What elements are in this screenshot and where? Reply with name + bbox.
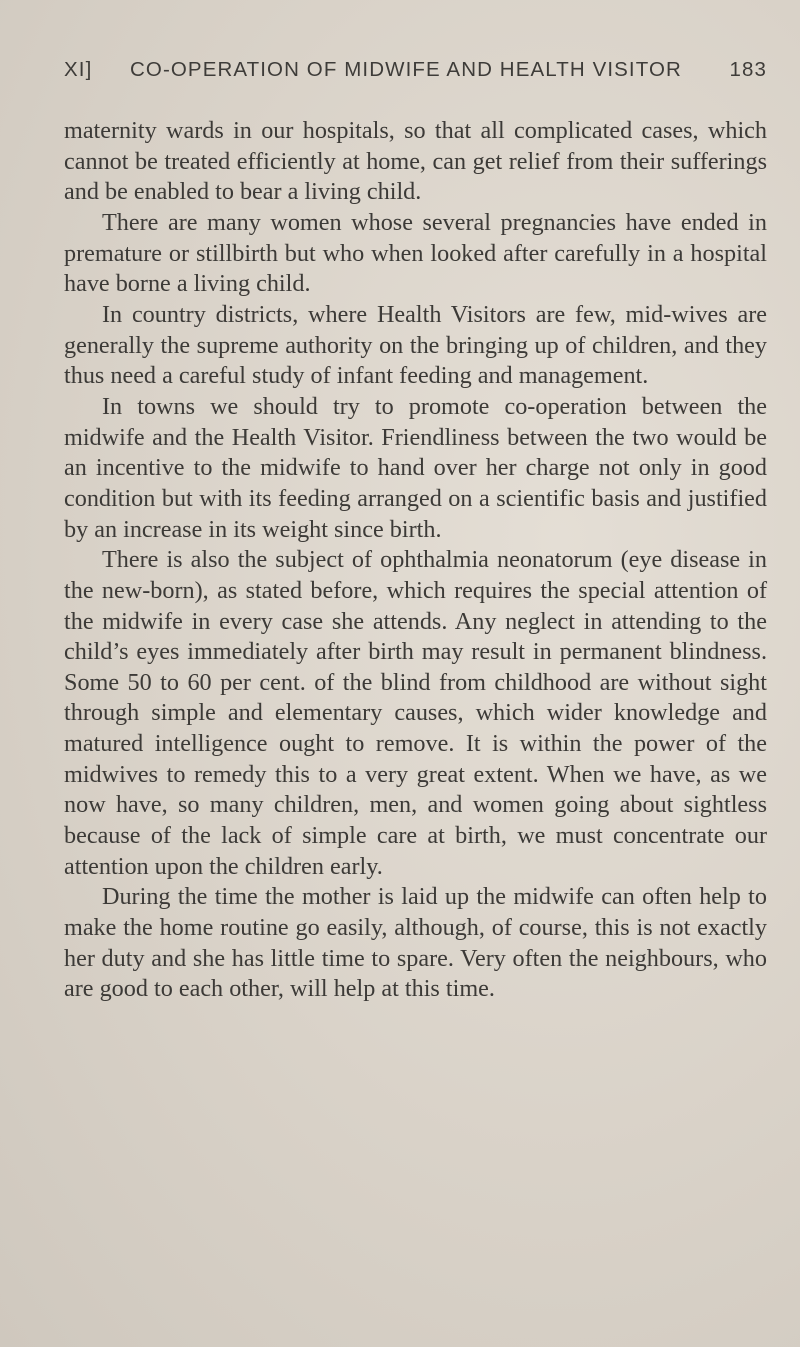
chapter-number: XI]: [64, 58, 93, 81]
paragraph-home-routine: During the time the mother is laid up the midwife can often help to make the home routine go easily, although, of course, this is not exactly her duty and she has little time to spare. Very often the neighbours, who are good to each other, will help at this time.: [64, 883, 767, 1003]
body-text: [64, 116, 767, 1005]
paragraph-ophthalmia: There is also the subject of ophthalmia neonatorum (eye disease in the new-born), as stated before, which requires the special attention of the midwife in every case she attends. Any neglect in attending to the child’s eyes immediately after birth may result in permanent blindness. Some 50 to 60 per cent. of the blind from childhood are without sight through simple and elementary causes, which wider knowledge and matured intelligence ought to remove. It is within the power of the midwives to remedy this to a very great extent. When we have, as we now have, so many children, men, and women going about sightless because of the lack of simple care at birth, we must concentrate our attention upon the children early.: [64, 546, 767, 880]
paragraph-pregnancies: There are many women whose several pregnancies have ended in premature or stillbirth but who when looked after carefully in a hospital have borne a living child.: [64, 208, 767, 298]
page-number: 183: [729, 58, 767, 81]
running-title: CO-OPERATION OF MIDWIFE AND HEALTH VISITOR: [130, 58, 682, 81]
paragraph-towns: In towns we should try to promote co-operation between the midwife and the Health Visitor. Friendliness between the two would be an incentive to the midwife to hand over her charge not only in good condition but with its feeding arranged on a scientific basis and justified by an increase in its weight since birth.: [64, 392, 767, 543]
paragraph-country-districts: In country districts, where Health Visitors are few, mid-wives are generally the supreme authority on the bringing up of children, and they thus need a careful study of infant feeding and management.: [64, 300, 767, 390]
paragraph-continuation: maternity wards in our hospitals, so that all complicated cases, which cannot be treated efficiently at home, can get relief from their sufferings and be enabled to bear a living child.: [64, 117, 767, 206]
page-header: [64, 58, 767, 92]
